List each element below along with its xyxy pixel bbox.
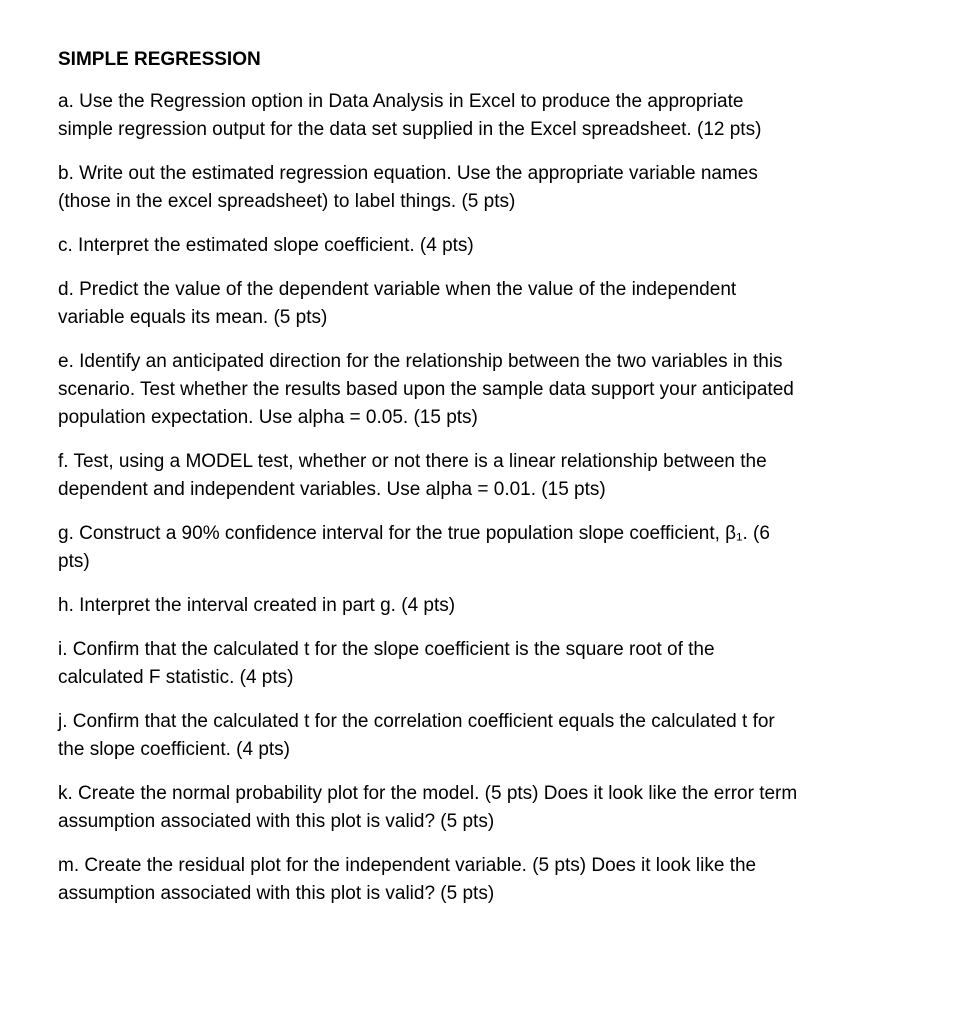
question-item	[58, 852, 958, 908]
question-item	[58, 160, 958, 216]
question-line: g. Construct a 90% confidence interval for the true population slope coefficient, β₁. (6	[58, 523, 770, 544]
question-line: (those in the excel spreadsheet) to label things. (5 pts)	[58, 191, 516, 212]
question-line: j. Confirm that the calculated t for the correlation coefficient equals the calculated t for	[58, 711, 775, 732]
question-line: h. Interpret the interval created in part g. (4 pts)	[58, 595, 456, 616]
question-item	[58, 88, 958, 144]
question-line: k. Create the normal probability plot for the model. (5 pts) Does it look like the error term	[58, 783, 798, 804]
question-item	[58, 448, 958, 504]
question-list	[58, 88, 958, 908]
question-line: f. Test, using a MODEL test, whether or not there is a linear relationship between the	[58, 451, 767, 472]
question-line: calculated F statistic. (4 pts)	[58, 667, 294, 688]
question-line: b. Write out the estimated regression equation. Use the appropriate variable names	[58, 163, 758, 184]
document-title: SIMPLE REGRESSION	[58, 49, 261, 70]
question-line: dependent and independent variables. Use alpha = 0.01. (15 pts)	[58, 479, 606, 500]
question-line: e. Identify an anticipated direction for the relationship between the two variables in this	[58, 351, 783, 372]
document-page	[58, 46, 958, 924]
question-item	[58, 708, 958, 764]
question-line: scenario. Test whether the results based upon the sample data support your anticipated	[58, 379, 794, 400]
question-item	[58, 348, 958, 432]
question-line: pts)	[58, 551, 90, 572]
question-line: c. Interpret the estimated slope coefficient. (4 pts)	[58, 235, 474, 256]
question-item	[58, 592, 958, 620]
question-line: assumption associated with this plot is valid? (5 pts)	[58, 811, 495, 832]
question-line: simple regression output for the data set supplied in the Excel spreadsheet. (12 pts)	[58, 119, 762, 140]
question-line: assumption associated with this plot is valid? (5 pts)	[58, 883, 495, 904]
question-line: a. Use the Regression option in Data Analysis in Excel to produce the appropriate	[58, 91, 744, 112]
question-line: population expectation. Use alpha = 0.05. (15 pts)	[58, 407, 478, 428]
question-item	[58, 276, 958, 332]
question-line: m. Create the residual plot for the independent variable. (5 pts) Does it look like the	[58, 855, 757, 876]
question-line: i. Confirm that the calculated t for the slope coefficient is the square root of the	[58, 639, 715, 660]
question-item	[58, 520, 958, 576]
question-line: the slope coefficient. (4 pts)	[58, 739, 290, 760]
question-item	[58, 232, 958, 260]
question-line: d. Predict the value of the dependent variable when the value of the independent	[58, 279, 737, 300]
question-item	[58, 636, 958, 692]
question-line: variable equals its mean. (5 pts)	[58, 307, 328, 328]
question-item	[58, 780, 958, 836]
